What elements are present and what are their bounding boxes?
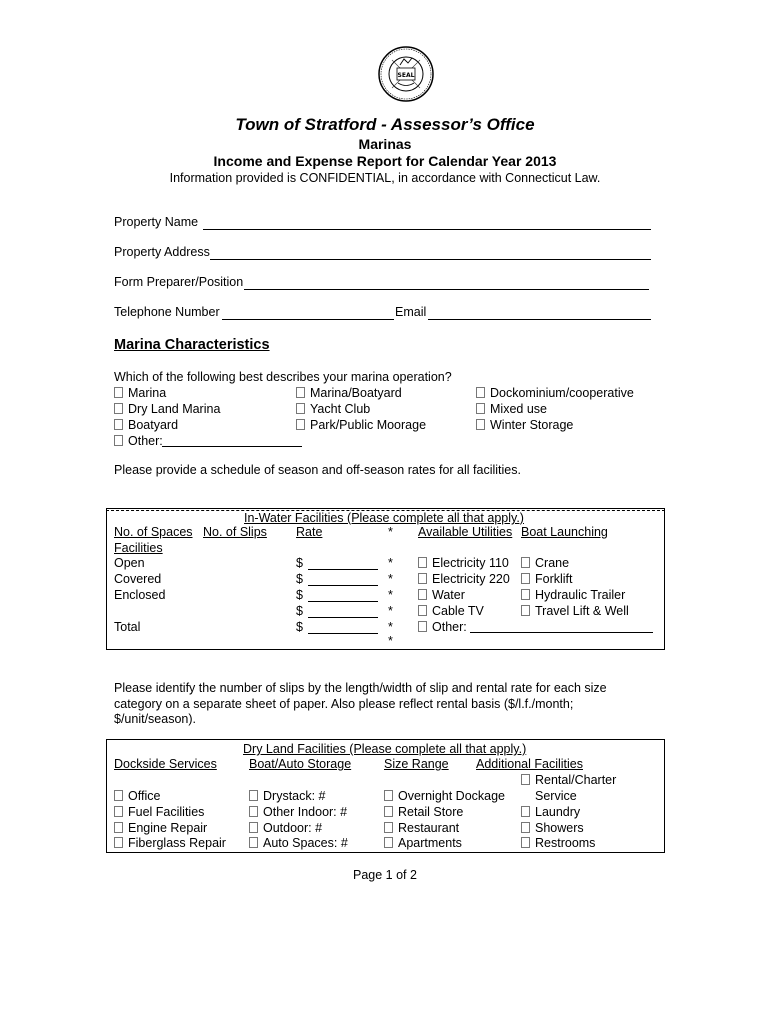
additional-restrooms[interactable]: Restrooms	[521, 836, 595, 850]
checkbox-icon	[418, 557, 427, 568]
page-subtitle: Marinas	[358, 136, 412, 152]
property-address-field[interactable]	[210, 259, 651, 260]
checkbox-icon	[521, 573, 530, 584]
utility-other[interactable]: Other:	[418, 620, 467, 634]
rate-dollar: $	[296, 556, 303, 570]
header-additional-facilities: Additional Facilities	[476, 757, 583, 771]
size-retail-store[interactable]: Retail Store	[384, 805, 463, 819]
launch-forklift[interactable]: Forklift	[521, 572, 573, 586]
checkbox-icon	[476, 387, 485, 398]
page-number: Page 1 of 2	[353, 868, 417, 882]
header-size-range: Size Range	[384, 757, 449, 771]
other-field[interactable]	[162, 446, 302, 447]
rate-star: *	[388, 588, 393, 602]
schedule-note: Please provide a schedule of season and off-season rates for all facilities.	[114, 463, 521, 477]
storage-auto-spaces[interactable]: Auto Spaces: #	[249, 836, 348, 850]
header-boat-auto-storage: Boat/Auto Storage	[249, 757, 352, 771]
rate-field-total[interactable]	[308, 633, 378, 634]
additional-rental-charter[interactable]: Rental/Charter	[521, 773, 616, 787]
checkbox-icon	[384, 837, 393, 848]
additional-showers[interactable]: Showers	[521, 821, 584, 835]
header-star: *	[388, 525, 393, 539]
checkbox-icon	[114, 435, 123, 446]
size-apartments[interactable]: Apartments	[384, 836, 462, 850]
launch-travel-lift[interactable]: Travel Lift & Well	[521, 604, 629, 618]
checkbox-icon	[521, 774, 530, 785]
checkbox-icon	[114, 822, 123, 833]
header-available-utilities: Available Utilities	[418, 525, 513, 539]
characteristics-heading: Marina Characteristics	[114, 337, 270, 353]
utility-cable-tv[interactable]: Cable TV	[418, 604, 484, 618]
checkbox-icon	[521, 822, 530, 833]
dockside-fiberglass-repair[interactable]: Fiberglass Repair	[114, 836, 226, 850]
confidential-note: Information provided is CONFIDENTIAL, in accordance with Connecticut Law.	[169, 171, 601, 185]
rate-star: *	[388, 572, 393, 586]
rate-dollar: $	[296, 588, 303, 602]
checkbox-icon	[418, 621, 427, 632]
checkbox-icon	[114, 806, 123, 817]
storage-outdoor[interactable]: Outdoor: #	[249, 821, 322, 835]
email-label: Email	[395, 305, 427, 319]
utility-electricity-220[interactable]: Electricity 220	[418, 572, 510, 586]
form-preparer-field[interactable]	[244, 289, 649, 290]
property-address-label: Property Address	[114, 245, 210, 259]
checkbox-icon	[418, 589, 427, 600]
report-title: Income and Expense Report for Calendar Year 2013	[213, 153, 557, 169]
checkbox-icon	[521, 557, 530, 568]
additional-rental-service: Service	[535, 789, 577, 803]
dockside-fuel[interactable]: Fuel Facilities	[114, 805, 204, 819]
slip-note-line-3: $/unit/season).	[114, 712, 196, 726]
row-label-open: Open	[114, 556, 145, 570]
option-dry-land-marina[interactable]: Dry Land Marina	[114, 402, 220, 416]
rate-star: *	[388, 556, 393, 570]
telephone-field[interactable]	[222, 319, 394, 320]
checkbox-icon	[521, 605, 530, 616]
property-name-field[interactable]	[203, 229, 651, 230]
checkbox-icon	[249, 837, 258, 848]
checkbox-icon	[418, 573, 427, 584]
option-dockominium[interactable]: Dockominium/cooperative	[476, 386, 634, 400]
utility-electricity-110[interactable]: Electricity 110	[418, 556, 509, 570]
facilities-label: Facilities	[114, 541, 163, 555]
checkbox-icon	[296, 387, 305, 398]
rate-dollar: $	[296, 620, 303, 634]
email-field[interactable]	[428, 319, 651, 320]
checkbox-icon	[521, 589, 530, 600]
slip-note-line-2: category on a separate sheet of paper. Also please reflect rental basis ($/l.f./month;	[114, 697, 574, 711]
rate-field-extra[interactable]	[308, 617, 378, 618]
checkbox-icon	[114, 403, 123, 414]
dockside-engine-repair[interactable]: Engine Repair	[114, 821, 207, 835]
option-boatyard[interactable]: Boatyard	[114, 418, 178, 432]
checkbox-icon	[521, 837, 530, 848]
checkbox-icon	[114, 387, 123, 398]
property-name-label: Property Name	[114, 215, 199, 229]
svg-text:SEAL: SEAL	[397, 72, 415, 79]
rate-dollar: $	[296, 572, 303, 586]
row-label-total: Total	[114, 620, 141, 634]
launch-hydraulic-trailer[interactable]: Hydraulic Trailer	[521, 588, 625, 602]
header-boat-launching: Boat Launching	[521, 525, 608, 539]
header-rate: Rate	[296, 525, 323, 539]
checkbox-icon	[114, 837, 123, 848]
size-overnight-dockage[interactable]: Overnight Dockage	[384, 789, 505, 803]
checkbox-icon	[476, 403, 485, 414]
checkbox-icon	[476, 419, 485, 430]
telephone-label: Telephone Number	[114, 305, 220, 319]
checkbox-icon	[384, 806, 393, 817]
launch-crane[interactable]: Crane	[521, 556, 569, 570]
checkbox-icon	[114, 419, 123, 430]
rate-field-covered[interactable]	[308, 585, 378, 586]
option-other[interactable]: Other:	[114, 434, 163, 448]
checkbox-icon	[114, 790, 123, 801]
rate-field-open[interactable]	[308, 569, 378, 570]
option-yacht-club[interactable]: Yacht Club	[296, 402, 370, 416]
header-no-of-spaces: No. of Spaces	[114, 525, 193, 539]
checkbox-icon	[418, 605, 427, 616]
rate-star: *	[388, 620, 393, 634]
rate-star: *	[388, 634, 393, 648]
option-park-public-moorage[interactable]: Park/Public Moorage	[296, 418, 426, 432]
dry-land-title: Dry Land Facilities (Please complete all that apply.)	[243, 742, 527, 756]
utility-water[interactable]: Water	[418, 588, 465, 602]
checkbox-icon	[384, 790, 393, 801]
checkbox-icon	[249, 822, 258, 833]
option-marina[interactable]: Marina	[114, 386, 166, 400]
slip-note-line-1: Please identify the number of slips by the length/width of slip and rental rate for each size	[114, 681, 607, 695]
checkbox-icon	[296, 403, 305, 414]
checkbox-icon	[384, 822, 393, 833]
utility-other-field[interactable]	[470, 632, 653, 633]
rate-dollar: $	[296, 604, 303, 618]
row-label-enclosed: Enclosed	[114, 588, 166, 602]
checkbox-icon	[249, 790, 258, 801]
characteristics-question: Which of the following best describes your marina operation?	[114, 370, 452, 384]
rate-field-enclosed[interactable]	[308, 601, 378, 602]
option-mixed-use[interactable]: Mixed use	[476, 402, 547, 416]
checkbox-icon	[296, 419, 305, 430]
storage-other-indoor[interactable]: Other Indoor: #	[249, 805, 347, 819]
size-restaurant[interactable]: Restaurant	[384, 821, 459, 835]
header-dockside-services: Dockside Services	[114, 757, 217, 771]
rate-star: *	[388, 604, 393, 618]
row-label-covered: Covered	[114, 572, 162, 586]
header-no-of-slips: No. of Slips	[203, 525, 267, 539]
additional-laundry[interactable]: Laundry	[521, 805, 580, 819]
form-preparer-label: Form Preparer/Position	[114, 275, 244, 289]
page-title: Town of Stratford - Assessor’s Office	[235, 115, 535, 134]
option-marina-boatyard[interactable]: Marina/Boatyard	[296, 386, 402, 400]
in-water-title: In-Water Facilities (Please complete all that apply.)	[244, 511, 524, 525]
dockside-office[interactable]: Office	[114, 789, 160, 803]
checkbox-icon	[521, 806, 530, 817]
checkbox-icon	[249, 806, 258, 817]
option-winter-storage[interactable]: Winter Storage	[476, 418, 573, 432]
town-seal-logo	[378, 46, 434, 102]
storage-drystack[interactable]: Drystack: #	[249, 789, 326, 803]
